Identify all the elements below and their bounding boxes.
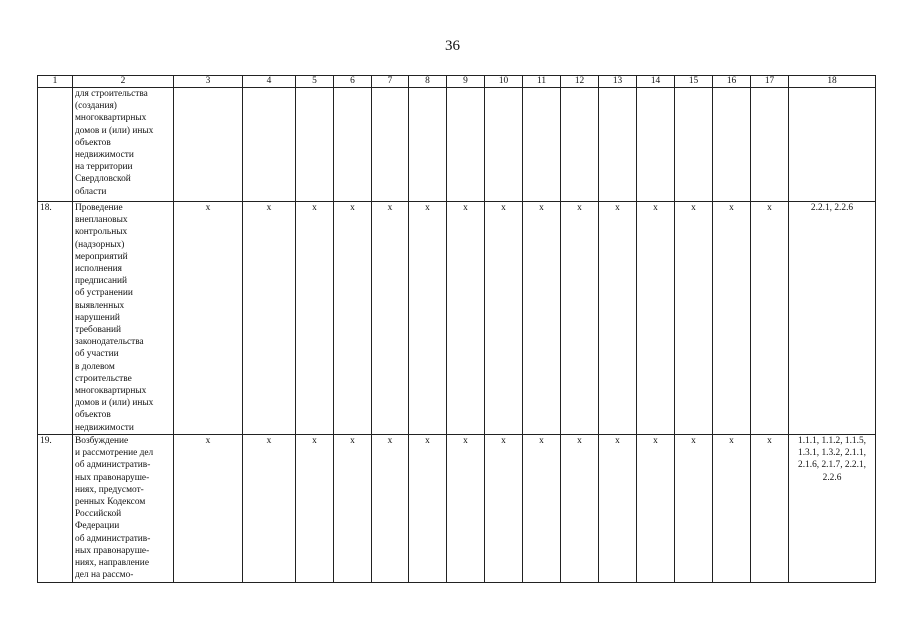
schedule-table — [37, 75, 876, 583]
mark-cell — [409, 88, 447, 202]
mark-cell: x — [409, 435, 447, 583]
column-header: 14 — [637, 76, 675, 88]
column-header: 17 — [751, 76, 789, 88]
reference-cell: 1.1.1, 1.1.2, 1.1.5, 1.3.1, 1.3.2, 2.1.1, 2.1.6, 2.1.7, 2.2.1, 2.2.6 — [789, 435, 876, 583]
activity-name-cell — [73, 88, 174, 202]
column-header: 12 — [561, 76, 599, 88]
mark-cell: x — [599, 202, 637, 435]
mark-cell: x — [561, 435, 599, 583]
activity-name-line: Проведение — [75, 203, 123, 213]
mark-cell — [751, 88, 789, 202]
mark-cell: x — [243, 435, 296, 583]
mark-cell: x — [334, 202, 372, 435]
mark-cell — [637, 88, 675, 202]
reference-cell — [789, 88, 876, 202]
mark-cell: x — [713, 202, 751, 435]
activity-name-line: исполнения — [75, 264, 122, 275]
column-header: 5 — [296, 76, 334, 88]
mark-cell: x — [409, 202, 447, 435]
mark-cell: x — [599, 435, 637, 583]
row-number-cell — [38, 88, 73, 202]
mark-cell — [599, 88, 637, 202]
column-header: 4 — [243, 76, 296, 88]
mark-cell — [174, 88, 243, 202]
mark-cell: x — [485, 435, 523, 583]
column-header: 15 — [675, 76, 713, 88]
row-number-cell: 18. — [38, 202, 73, 435]
activity-name-line: Свердловской — [75, 174, 131, 185]
column-header: 6 — [334, 76, 372, 88]
mark-cell: x — [675, 435, 713, 583]
mark-cell: x — [174, 435, 243, 583]
activity-name-cell — [73, 435, 174, 583]
mark-cell: x — [296, 202, 334, 435]
mark-cell — [334, 88, 372, 202]
mark-cell: x — [447, 202, 485, 435]
mark-cell: x — [523, 202, 561, 435]
header-row — [38, 76, 876, 88]
mark-cell: x — [372, 202, 409, 435]
activity-name-cell — [73, 202, 174, 435]
activity-name-line: ниях, направление — [75, 558, 149, 569]
column-header: 16 — [713, 76, 751, 88]
mark-cell: x — [372, 435, 409, 583]
mark-cell: x — [447, 435, 485, 583]
activity-name-line: требований — [75, 325, 122, 336]
activity-name-line: нарушений — [75, 312, 120, 323]
activity-name-line: объектов — [75, 410, 111, 421]
mark-cell: x — [637, 435, 675, 583]
mark-cell: x — [523, 435, 561, 583]
activity-name-line: области — [75, 186, 107, 197]
column-header: 8 — [409, 76, 447, 88]
column-header: 10 — [485, 76, 523, 88]
mark-cell — [523, 88, 561, 202]
activity-name-line: об участии — [75, 349, 119, 360]
reference-cell: 2.2.1, 2.2.6 — [789, 202, 876, 435]
activity-name-line: домов и (или) иных — [75, 398, 154, 409]
activity-name-line: и рассмотрение дел — [75, 448, 154, 459]
activity-name-line: объектов — [75, 137, 111, 148]
mark-cell: x — [675, 202, 713, 435]
mark-cell: x — [174, 202, 243, 435]
activity-name-line: об административ- — [75, 533, 151, 544]
mark-cell — [243, 88, 296, 202]
column-header: 18 — [789, 76, 876, 88]
activity-name-line: недвижимости — [75, 150, 134, 161]
activity-name-line: ниях, предусмот- — [75, 484, 144, 495]
mark-cell: x — [296, 435, 334, 583]
page-number: 36 — [445, 38, 460, 54]
column-header: 3 — [174, 76, 243, 88]
column-header: 13 — [599, 76, 637, 88]
activity-name-line: (создания) — [75, 101, 117, 112]
table-row — [38, 88, 876, 202]
row-number-cell: 19. — [38, 435, 73, 583]
activity-name-line: законодательства — [75, 337, 144, 348]
activity-name-line: об административ- — [75, 460, 151, 471]
mark-cell — [372, 88, 409, 202]
column-header: 11 — [523, 76, 561, 88]
activity-name-line: многоквартирных — [75, 386, 147, 397]
mark-cell — [447, 88, 485, 202]
mark-cell — [561, 88, 599, 202]
column-header: 9 — [447, 76, 485, 88]
activity-name-line: строительстве — [75, 373, 132, 384]
mark-cell — [675, 88, 713, 202]
activity-name-line: ных правонаруше- — [75, 472, 150, 483]
mark-cell — [296, 88, 334, 202]
activity-name-line: недвижимости — [75, 422, 134, 433]
activity-name-line: на территории — [75, 162, 133, 173]
activity-name-line: многоквартирных — [75, 113, 147, 124]
mark-cell: x — [713, 435, 751, 583]
mark-cell: x — [561, 202, 599, 435]
activity-name-line: мероприятий — [75, 251, 128, 262]
activity-name-line: домов и (или) иных — [75, 125, 154, 136]
mark-cell: x — [243, 202, 296, 435]
mark-cell: x — [751, 435, 789, 583]
mark-cell — [485, 88, 523, 202]
activity-name-line: выявленных — [75, 300, 125, 311]
activity-name-line: внеплановых — [75, 215, 128, 226]
activity-name-line: Российской — [75, 509, 122, 520]
activity-name-line: в долевом — [75, 361, 115, 372]
mark-cell: x — [485, 202, 523, 435]
activity-name-line: (надзорных) — [75, 239, 125, 250]
activity-name-line: контрольных — [75, 227, 128, 238]
mark-cell: x — [334, 435, 372, 583]
activity-name-line: ных правонаруше- — [75, 545, 150, 556]
activity-name-line: Возбуждение — [75, 436, 129, 446]
column-header: 7 — [372, 76, 409, 88]
activity-name-line: об устранении — [75, 288, 133, 299]
column-header: 1 — [38, 76, 73, 88]
mark-cell: x — [751, 202, 789, 435]
activity-name-line: дел на рассмо- — [75, 570, 134, 581]
activity-name-line: Федерации — [75, 521, 120, 532]
table-row — [38, 435, 876, 583]
activity-name-line: ренных Кодексом — [75, 497, 146, 508]
activity-name-line: для строительства — [75, 89, 148, 99]
table-row — [38, 202, 876, 435]
column-header: 2 — [73, 76, 174, 88]
mark-cell: x — [637, 202, 675, 435]
mark-cell — [713, 88, 751, 202]
activity-name-line: предписаний — [75, 276, 128, 287]
